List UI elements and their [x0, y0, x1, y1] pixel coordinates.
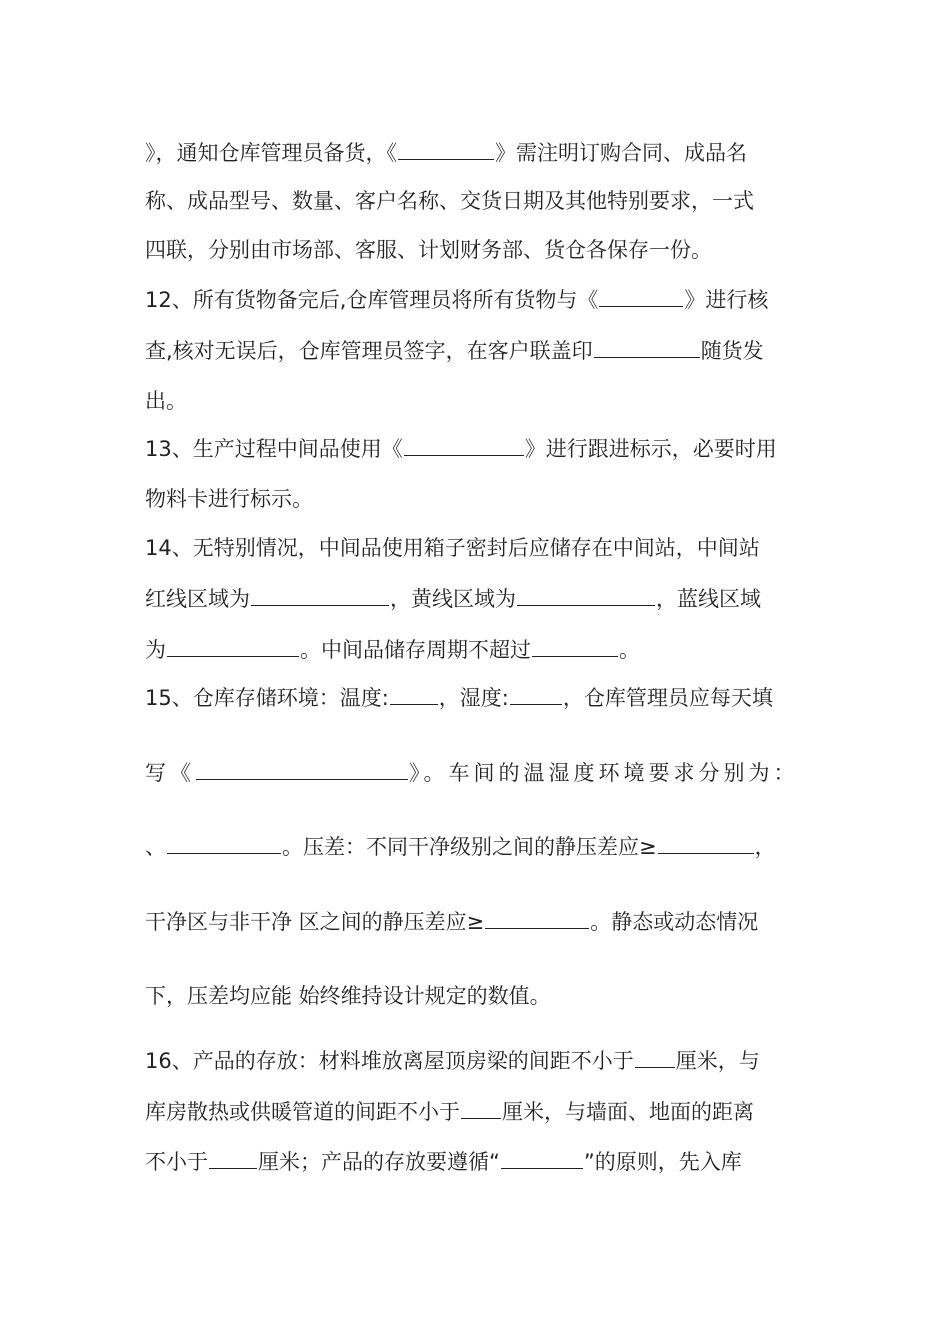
text-segment: 》需注明订购合同、成品名 [495, 141, 747, 165]
text-line [145, 335, 764, 366]
text-segment: 》进行核 [684, 288, 769, 312]
fill-blank [209, 1146, 257, 1169]
text-segment: 13、生产过程中间品使用《 [145, 437, 403, 461]
text-segment: 16、产品的存放：材料堆放离屋顶房梁的间距不小于 [145, 1049, 634, 1073]
text-line: 称、成品型号、数量、客户名称、交货日期及其他特别要求，一式 [145, 189, 754, 213]
text-segment: 随货发 [700, 339, 764, 363]
text-line [145, 831, 776, 862]
fill-blank [501, 1146, 583, 1169]
text-segment: 。中间品储存周期不超过 [300, 638, 531, 662]
text-segment: 查,核对无误后，仓库管理员签字，在客户联盖印 [145, 339, 593, 363]
fill-blank [517, 583, 655, 606]
text-segment: 库房散热或供暖管道的间距不小于 [145, 1100, 460, 1124]
text-line [145, 1146, 742, 1177]
text-segment: 15、仓库存储环境：温度: [145, 686, 389, 710]
text-line [145, 634, 640, 665]
fill-blank [510, 682, 562, 705]
text-segment: 。静态或动态情况 [590, 910, 759, 934]
fill-blank [404, 433, 524, 456]
fill-blank [461, 1096, 501, 1119]
fill-blank [658, 831, 754, 854]
text-line: 四联，分别由市场部、客服、计划财务部、货仓各保存一份。 [145, 238, 712, 262]
fill-blank [251, 583, 389, 606]
fill-blank [167, 634, 299, 657]
text-segment: 厘米，与 [675, 1049, 760, 1073]
text-segment: 》进行跟进标示，必要时用 [524, 437, 777, 461]
text-segment: 厘米，与墙面、地面的距离 [502, 1100, 754, 1124]
fill-blank [398, 137, 494, 160]
text-line: 物料卡进行标示。 [145, 487, 313, 511]
text-line: 下，压差均应能 始终维持设计规定的数值。 [145, 984, 551, 1008]
text-segment: 红线区域为 [145, 587, 250, 611]
text-line [145, 433, 777, 464]
text-line [145, 137, 747, 168]
text-segment: ”的原则，先入库 [583, 1150, 742, 1174]
text-segment: ，仓库管理员应每天填 [562, 686, 773, 710]
fill-blank [532, 634, 618, 657]
text-line [145, 1045, 760, 1076]
fill-blank [635, 1045, 675, 1068]
text-segment: 。压差：不同干净级别之间的静压差应≥ [282, 835, 657, 859]
fill-blank [167, 831, 281, 854]
text-line [145, 583, 761, 614]
text-segment: ，黄线区域为 [390, 587, 516, 611]
text-segment: 》，通知仓库管理员备货，《 [145, 141, 397, 165]
text-line: 14、无特别情况，中间品使用箱子密封后应储存在中间站，中间站 [145, 536, 760, 560]
text-segment: 》。车间的温湿度环境要求分别为： [409, 761, 799, 785]
text-line: 出。 [145, 389, 187, 413]
text-segment: 12、所有货物备完后,仓库管理员将所有货物与《 [145, 288, 599, 312]
text-segment: 写《 [145, 761, 195, 785]
fill-blank [390, 682, 438, 705]
fill-blank [594, 335, 700, 358]
text-segment: ，蓝线区域 [656, 587, 761, 611]
fill-blank [485, 906, 589, 929]
text-line [145, 906, 758, 937]
text-segment: 。 [619, 638, 640, 662]
text-segment: 不小于 [145, 1150, 208, 1174]
fill-blank [196, 757, 408, 780]
text-segment: 厘米；产品的存放要遵循“ [258, 1150, 500, 1174]
text-segment: 、 [145, 835, 166, 859]
text-line [145, 757, 799, 788]
text-segment: ，湿度: [438, 686, 509, 710]
text-segment: 为 [145, 638, 166, 662]
text-line [145, 284, 768, 315]
fill-blank [599, 284, 683, 307]
text-line [145, 1096, 754, 1127]
text-line [145, 682, 773, 713]
text-segment: ， [754, 835, 776, 859]
text-segment: 干净区与非干净 区之间的静压差应≥ [145, 910, 485, 934]
